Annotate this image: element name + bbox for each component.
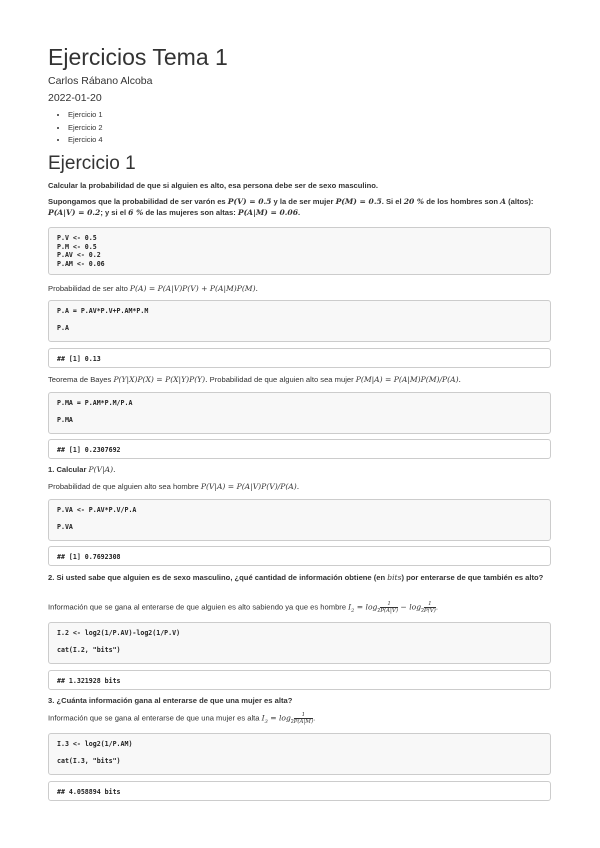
code-block: P.V <- 0.5 P.M <- 0.5 P.AV <- 0.2 P.AM <- 0.06: [48, 227, 551, 275]
author: Carlos Rábano Alcoba: [48, 75, 153, 87]
date: 2022-01-20: [48, 92, 102, 104]
task-statement: Calcular la probabilidad de que si alguien es alto, esa persona debe ser de sexo masculino.: [48, 181, 379, 190]
paragraph-q1: Probabilidad de que alguien alto sea hombre P(V|A) = P(A|V)P(V)/P(A).: [48, 482, 300, 491]
assumption-paragraph: Supongamos que la probabilidad de ser varón es P(V) = 0.5 y la de ser mujer P(M) = 0.5. Si el 20 % de los hombres son A (altos): P(A|V) = 0.2; y si el 6 % de las mujeres son altas: P(A|M) = 0.06.: [48, 197, 534, 217]
output-block: ## [1] 0.7692308: [48, 546, 551, 566]
output-block: ## 1.321928 bits: [48, 670, 551, 690]
output-block: ## 4.058894 bits: [48, 781, 551, 801]
code-block: I.2 <- log2(1/P.AV)-log2(1/P.V) cat(I.2, "bits"): [48, 622, 551, 664]
paragraph-q2: Información que se gana al enterarse de que alguien es alto sabiendo ya que es hombre $I_2 = \log_2$ $\frac{1}{P(A|V)}$ − $\log_2$ $\frac{1}{P(V)}$ .: [48, 601, 438, 615]
question-3: 3. ¿Cuánta información gana al enterarse de que una mujer es alta?: [48, 696, 293, 705]
question-1: 1. Calcular P(V|A).: [48, 465, 116, 474]
table-of-contents: [48, 109, 103, 147]
toc-item[interactable]: • Ejercicio 2: [68, 122, 103, 135]
output-block: ## [1] 0.2307692: [48, 439, 551, 459]
document-title: Ejercicios Tema 1: [48, 44, 228, 70]
fraction: $\frac{1}{P(A|M)}$: [293, 712, 314, 725]
code-block: P.VA <- P.AV*P.V/P.A P.VA: [48, 499, 551, 541]
fraction: $\frac{1}{P(A|V)}$: [380, 601, 398, 614]
paragraph-q3: Información que se gana al enterarse de que una mujer es alta $I_3 = \log_2$ $\frac{1}{P(A|M)}$ .: [48, 712, 316, 726]
toc-item[interactable]: • Ejercicio 4: [68, 134, 103, 147]
paragraph-total-probability: Probabilidad de ser alto P(A) = P(A|V)P(V) + P(A|M)P(M).: [48, 284, 258, 293]
toc-item[interactable]: • Ejercicio 1: [68, 109, 103, 122]
code-block: P.MA = P.AM*P.M/P.A P.MA: [48, 392, 551, 434]
section-heading: Ejercicio 1: [48, 153, 136, 174]
code-block: P.A = P.AV*P.V+P.AM*P.M P.A: [48, 300, 551, 342]
output-block: ## [1] 0.13: [48, 348, 551, 368]
question-2: 2. Si usted sabe que alguien es de sexo masculino, ¿qué cantidad de información obtiene (en bits) por enterarse de que también es alto?: [48, 573, 544, 582]
fraction: $\frac{1}{P(V)}$: [423, 601, 436, 614]
paragraph-bayes: Teorema de Bayes P(Y|X)P(X) = P(X|Y)P(Y). Probabilidad de que alguien alto sea mujer P(M|A) = P(A|M)P(M)/P(A).: [48, 375, 461, 384]
code-block: I.3 <- log2(1/P.AM) cat(I.3, "bits"): [48, 733, 551, 775]
